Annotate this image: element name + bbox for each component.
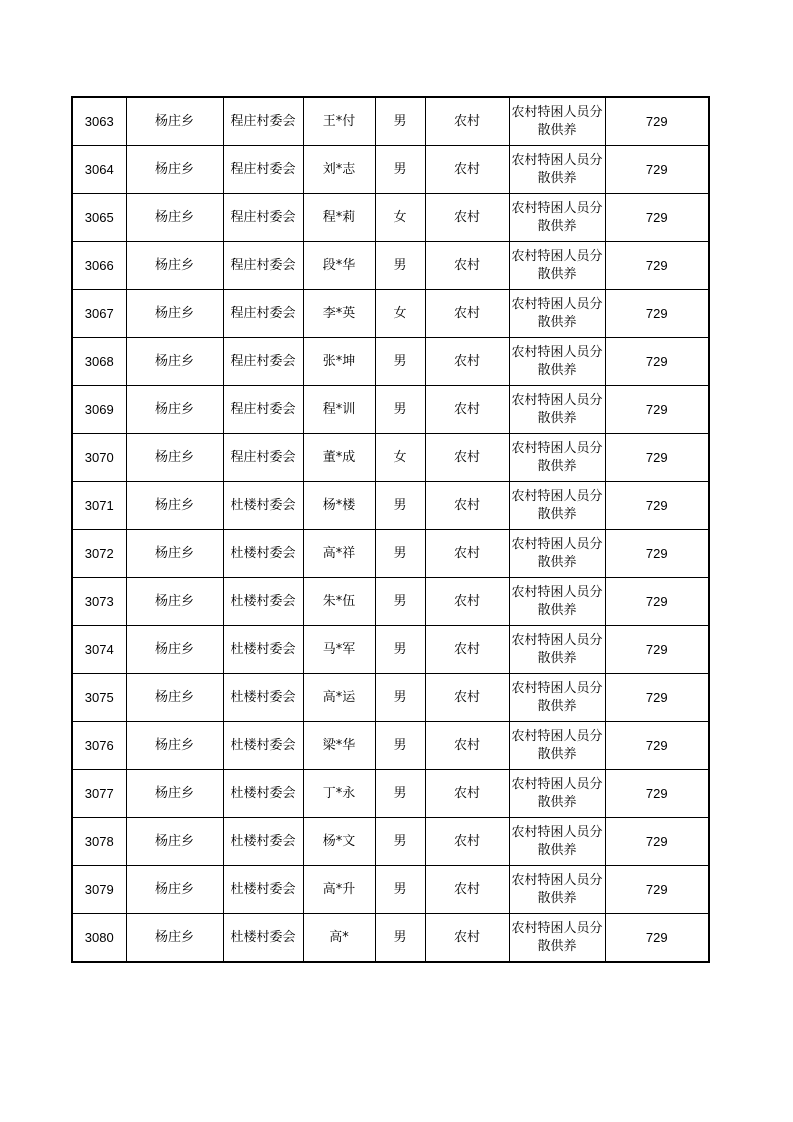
assistance-category-cell: 农村特困人员分散供养 [509,386,605,434]
residence-type-cell: 农村 [425,434,509,482]
residence-type-cell: 农村 [425,97,509,146]
serial-number-cell: 3080 [72,914,126,963]
township-cell: 杨庄乡 [126,338,223,386]
assistance-category-cell: 农村特困人员分散供养 [509,578,605,626]
village-committee-cell: 杜楼村委会 [223,770,303,818]
serial-number-cell: 3071 [72,482,126,530]
township-cell: 杨庄乡 [126,194,223,242]
table-row [72,434,709,482]
person-name-cell: 程*训 [303,386,375,434]
amount-cell: 729 [605,818,709,866]
township-cell: 杨庄乡 [126,146,223,194]
table-row [72,530,709,578]
assistance-category-cell: 农村特困人员分散供养 [509,338,605,386]
serial-number-cell: 3078 [72,818,126,866]
gender-cell: 女 [375,290,425,338]
person-name-cell: 高*运 [303,674,375,722]
amount-cell: 729 [605,338,709,386]
village-committee-cell: 程庄村委会 [223,97,303,146]
amount-cell: 729 [605,770,709,818]
table-row [72,866,709,914]
table-row [72,482,709,530]
village-committee-cell: 程庄村委会 [223,338,303,386]
amount-cell: 729 [605,722,709,770]
township-cell: 杨庄乡 [126,722,223,770]
person-name-cell: 段*华 [303,242,375,290]
table-row [72,290,709,338]
amount-cell: 729 [605,674,709,722]
person-name-cell: 朱*伍 [303,578,375,626]
village-committee-cell: 程庄村委会 [223,146,303,194]
table-row [72,818,709,866]
amount-cell: 729 [605,290,709,338]
township-cell: 杨庄乡 [126,866,223,914]
gender-cell: 男 [375,386,425,434]
serial-number-cell: 3075 [72,674,126,722]
assistance-category-cell: 农村特困人员分散供养 [509,626,605,674]
table-row [72,722,709,770]
gender-cell: 男 [375,674,425,722]
assistance-category-cell: 农村特困人员分散供养 [509,818,605,866]
serial-number-cell: 3064 [72,146,126,194]
gender-cell: 男 [375,722,425,770]
assistance-category-cell: 农村特困人员分散供养 [509,290,605,338]
township-cell: 杨庄乡 [126,434,223,482]
table-row [72,578,709,626]
serial-number-cell: 3067 [72,290,126,338]
assistance-category-cell: 农村特困人员分散供养 [509,482,605,530]
township-cell: 杨庄乡 [126,914,223,963]
gender-cell: 男 [375,626,425,674]
township-cell: 杨庄乡 [126,770,223,818]
gender-cell: 男 [375,482,425,530]
amount-cell: 729 [605,866,709,914]
village-committee-cell: 杜楼村委会 [223,818,303,866]
person-name-cell: 张*坤 [303,338,375,386]
person-name-cell: 李*英 [303,290,375,338]
table-row [72,770,709,818]
residence-type-cell: 农村 [425,530,509,578]
amount-cell: 729 [605,242,709,290]
gender-cell: 男 [375,578,425,626]
person-name-cell: 高*升 [303,866,375,914]
table-row [72,626,709,674]
table-row [72,914,709,963]
township-cell: 杨庄乡 [126,290,223,338]
table-row [72,242,709,290]
amount-cell: 729 [605,434,709,482]
gender-cell: 男 [375,338,425,386]
gender-cell: 男 [375,530,425,578]
person-name-cell: 杨*文 [303,818,375,866]
village-committee-cell: 杜楼村委会 [223,530,303,578]
amount-cell: 729 [605,194,709,242]
amount-cell: 729 [605,146,709,194]
gender-cell: 男 [375,770,425,818]
township-cell: 杨庄乡 [126,674,223,722]
village-committee-cell: 程庄村委会 [223,242,303,290]
person-name-cell: 丁*永 [303,770,375,818]
assistance-category-cell: 农村特困人员分散供养 [509,97,605,146]
serial-number-cell: 3069 [72,386,126,434]
village-committee-cell: 程庄村委会 [223,290,303,338]
amount-cell: 729 [605,482,709,530]
serial-number-cell: 3077 [72,770,126,818]
residence-type-cell: 农村 [425,482,509,530]
gender-cell: 男 [375,866,425,914]
table-row [72,97,709,146]
residence-type-cell: 农村 [425,722,509,770]
person-name-cell: 王*付 [303,97,375,146]
residence-type-cell: 农村 [425,146,509,194]
township-cell: 杨庄乡 [126,818,223,866]
village-committee-cell: 杜楼村委会 [223,914,303,963]
township-cell: 杨庄乡 [126,97,223,146]
township-cell: 杨庄乡 [126,530,223,578]
residence-type-cell: 农村 [425,866,509,914]
serial-number-cell: 3074 [72,626,126,674]
person-name-cell: 刘*志 [303,146,375,194]
serial-number-cell: 3079 [72,866,126,914]
assistance-category-cell: 农村特困人员分散供养 [509,146,605,194]
gender-cell: 男 [375,242,425,290]
serial-number-cell: 3073 [72,578,126,626]
amount-cell: 729 [605,578,709,626]
amount-cell: 729 [605,97,709,146]
person-name-cell: 高* [303,914,375,963]
person-name-cell: 董*成 [303,434,375,482]
serial-number-cell: 3065 [72,194,126,242]
person-name-cell: 高*祥 [303,530,375,578]
table-row [72,338,709,386]
person-name-cell: 杨*楼 [303,482,375,530]
village-committee-cell: 程庄村委会 [223,194,303,242]
assistance-category-cell: 农村特困人员分散供养 [509,434,605,482]
township-cell: 杨庄乡 [126,386,223,434]
village-committee-cell: 杜楼村委会 [223,674,303,722]
serial-number-cell: 3076 [72,722,126,770]
village-committee-cell: 杜楼村委会 [223,482,303,530]
village-committee-cell: 杜楼村委会 [223,866,303,914]
table-row [72,194,709,242]
gender-cell: 男 [375,97,425,146]
residence-type-cell: 农村 [425,290,509,338]
township-cell: 杨庄乡 [126,482,223,530]
amount-cell: 729 [605,914,709,963]
village-committee-cell: 杜楼村委会 [223,626,303,674]
assistance-category-cell: 农村特困人员分散供养 [509,770,605,818]
amount-cell: 729 [605,626,709,674]
roster-table [71,96,710,963]
assistance-category-cell: 农村特困人员分散供养 [509,722,605,770]
gender-cell: 女 [375,194,425,242]
gender-cell: 男 [375,146,425,194]
gender-cell: 男 [375,818,425,866]
residence-type-cell: 农村 [425,386,509,434]
gender-cell: 女 [375,434,425,482]
assistance-category-cell: 农村特困人员分散供养 [509,674,605,722]
residence-type-cell: 农村 [425,770,509,818]
village-committee-cell: 杜楼村委会 [223,722,303,770]
assistance-category-cell: 农村特困人员分散供养 [509,242,605,290]
residence-type-cell: 农村 [425,626,509,674]
residence-type-cell: 农村 [425,914,509,963]
township-cell: 杨庄乡 [126,626,223,674]
person-name-cell: 程*莉 [303,194,375,242]
table-row [72,146,709,194]
residence-type-cell: 农村 [425,674,509,722]
residence-type-cell: 农村 [425,338,509,386]
residence-type-cell: 农村 [425,578,509,626]
township-cell: 杨庄乡 [126,578,223,626]
amount-cell: 729 [605,386,709,434]
serial-number-cell: 3066 [72,242,126,290]
table-row [72,674,709,722]
township-cell: 杨庄乡 [126,242,223,290]
village-committee-cell: 程庄村委会 [223,386,303,434]
gender-cell: 男 [375,914,425,963]
residence-type-cell: 农村 [425,194,509,242]
assistance-category-cell: 农村特困人员分散供养 [509,866,605,914]
assistance-category-cell: 农村特困人员分散供养 [509,194,605,242]
serial-number-cell: 3068 [72,338,126,386]
person-name-cell: 梁*华 [303,722,375,770]
table-row [72,386,709,434]
assistance-category-cell: 农村特困人员分散供养 [509,530,605,578]
serial-number-cell: 3072 [72,530,126,578]
residence-type-cell: 农村 [425,242,509,290]
residence-type-cell: 农村 [425,818,509,866]
person-name-cell: 马*军 [303,626,375,674]
amount-cell: 729 [605,530,709,578]
roster-body [72,97,709,962]
village-committee-cell: 程庄村委会 [223,434,303,482]
serial-number-cell: 3063 [72,97,126,146]
village-committee-cell: 杜楼村委会 [223,578,303,626]
assistance-category-cell: 农村特困人员分散供养 [509,914,605,963]
serial-number-cell: 3070 [72,434,126,482]
